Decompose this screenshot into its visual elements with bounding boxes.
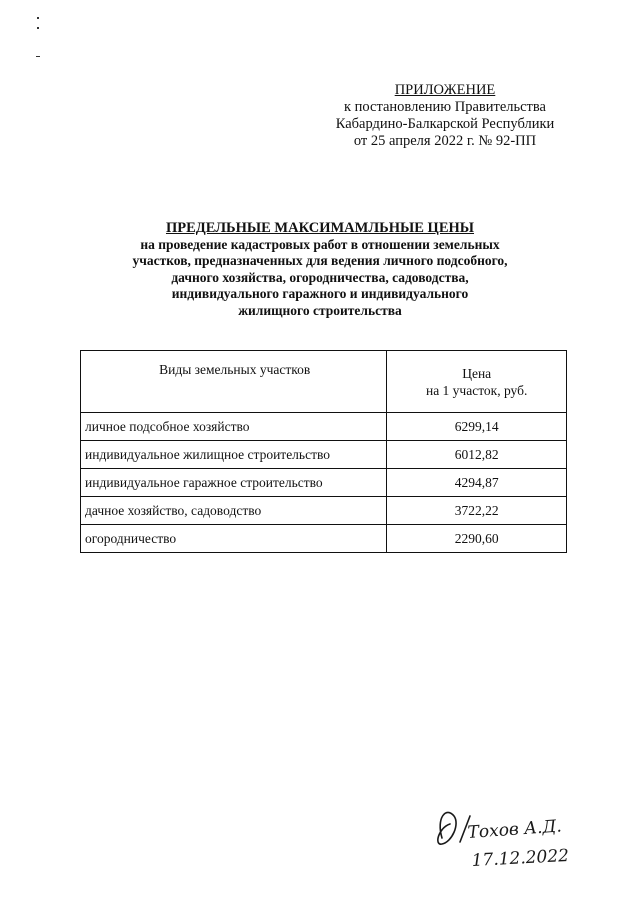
table-row xyxy=(81,497,567,525)
header-price-line: Цена xyxy=(462,365,492,381)
appendix-line: к постановлению Правительства xyxy=(344,99,546,115)
header-price xyxy=(387,351,567,413)
scan-speck xyxy=(37,27,39,29)
scan-speck xyxy=(36,56,40,57)
title-line: участков, предназначенных для ведения личного подсобного, xyxy=(132,253,508,268)
signature-name: Тохов А.Д. xyxy=(466,816,563,843)
table-row xyxy=(81,413,567,441)
header-land-type: Виды земельных участков xyxy=(81,351,387,413)
row-price: 6299,14 xyxy=(387,413,567,441)
handwritten-signature xyxy=(420,798,620,878)
header-price-line: на 1 участок, руб. xyxy=(425,382,528,398)
appendix-heading: ПРИЛОЖЕНИЕ xyxy=(394,82,496,98)
row-land-type: индивидуальное жилищное строительство xyxy=(81,441,387,469)
title-line: дачного хозяйства, огородничества, садоводства, xyxy=(171,269,469,285)
row-price: 4294,87 xyxy=(387,469,567,497)
table-header-row xyxy=(81,351,567,413)
signature-flourish xyxy=(438,812,456,844)
scan-speck xyxy=(37,17,39,19)
appendix-block xyxy=(300,82,590,150)
row-land-type: личное подсобное хозяйство xyxy=(81,413,387,441)
appendix-line: Кабардино-Балкарской Республики xyxy=(335,116,555,132)
appendix-line: от 25 апреля 2022 г. № 92-ПП xyxy=(353,133,537,149)
row-price: 2290,60 xyxy=(387,525,567,553)
document-title xyxy=(80,220,560,319)
title-line: жилищного строительства xyxy=(238,302,402,318)
table-row xyxy=(81,441,567,469)
table-row xyxy=(81,469,567,497)
row-land-type: огородничество xyxy=(81,525,387,553)
signature-date: 17.12.2022 xyxy=(471,845,570,871)
table-row xyxy=(81,525,567,553)
row-price: 6012,82 xyxy=(387,441,567,469)
row-land-type: индивидуальное гаражное строительство xyxy=(81,469,387,497)
row-price: 3722,22 xyxy=(387,497,567,525)
title-line: на проведение кадастровых работ в отношении земельных xyxy=(140,236,500,252)
price-table xyxy=(80,350,567,553)
title-line: индивидуального гаражного и индивидуального xyxy=(171,286,469,301)
row-land-type: дачное хозяйство, садоводство xyxy=(81,497,387,525)
title-main: ПРЕДЕЛЬНЫЕ МАКСИМАМЛЬНЫЕ ЦЕНЫ xyxy=(165,220,475,236)
